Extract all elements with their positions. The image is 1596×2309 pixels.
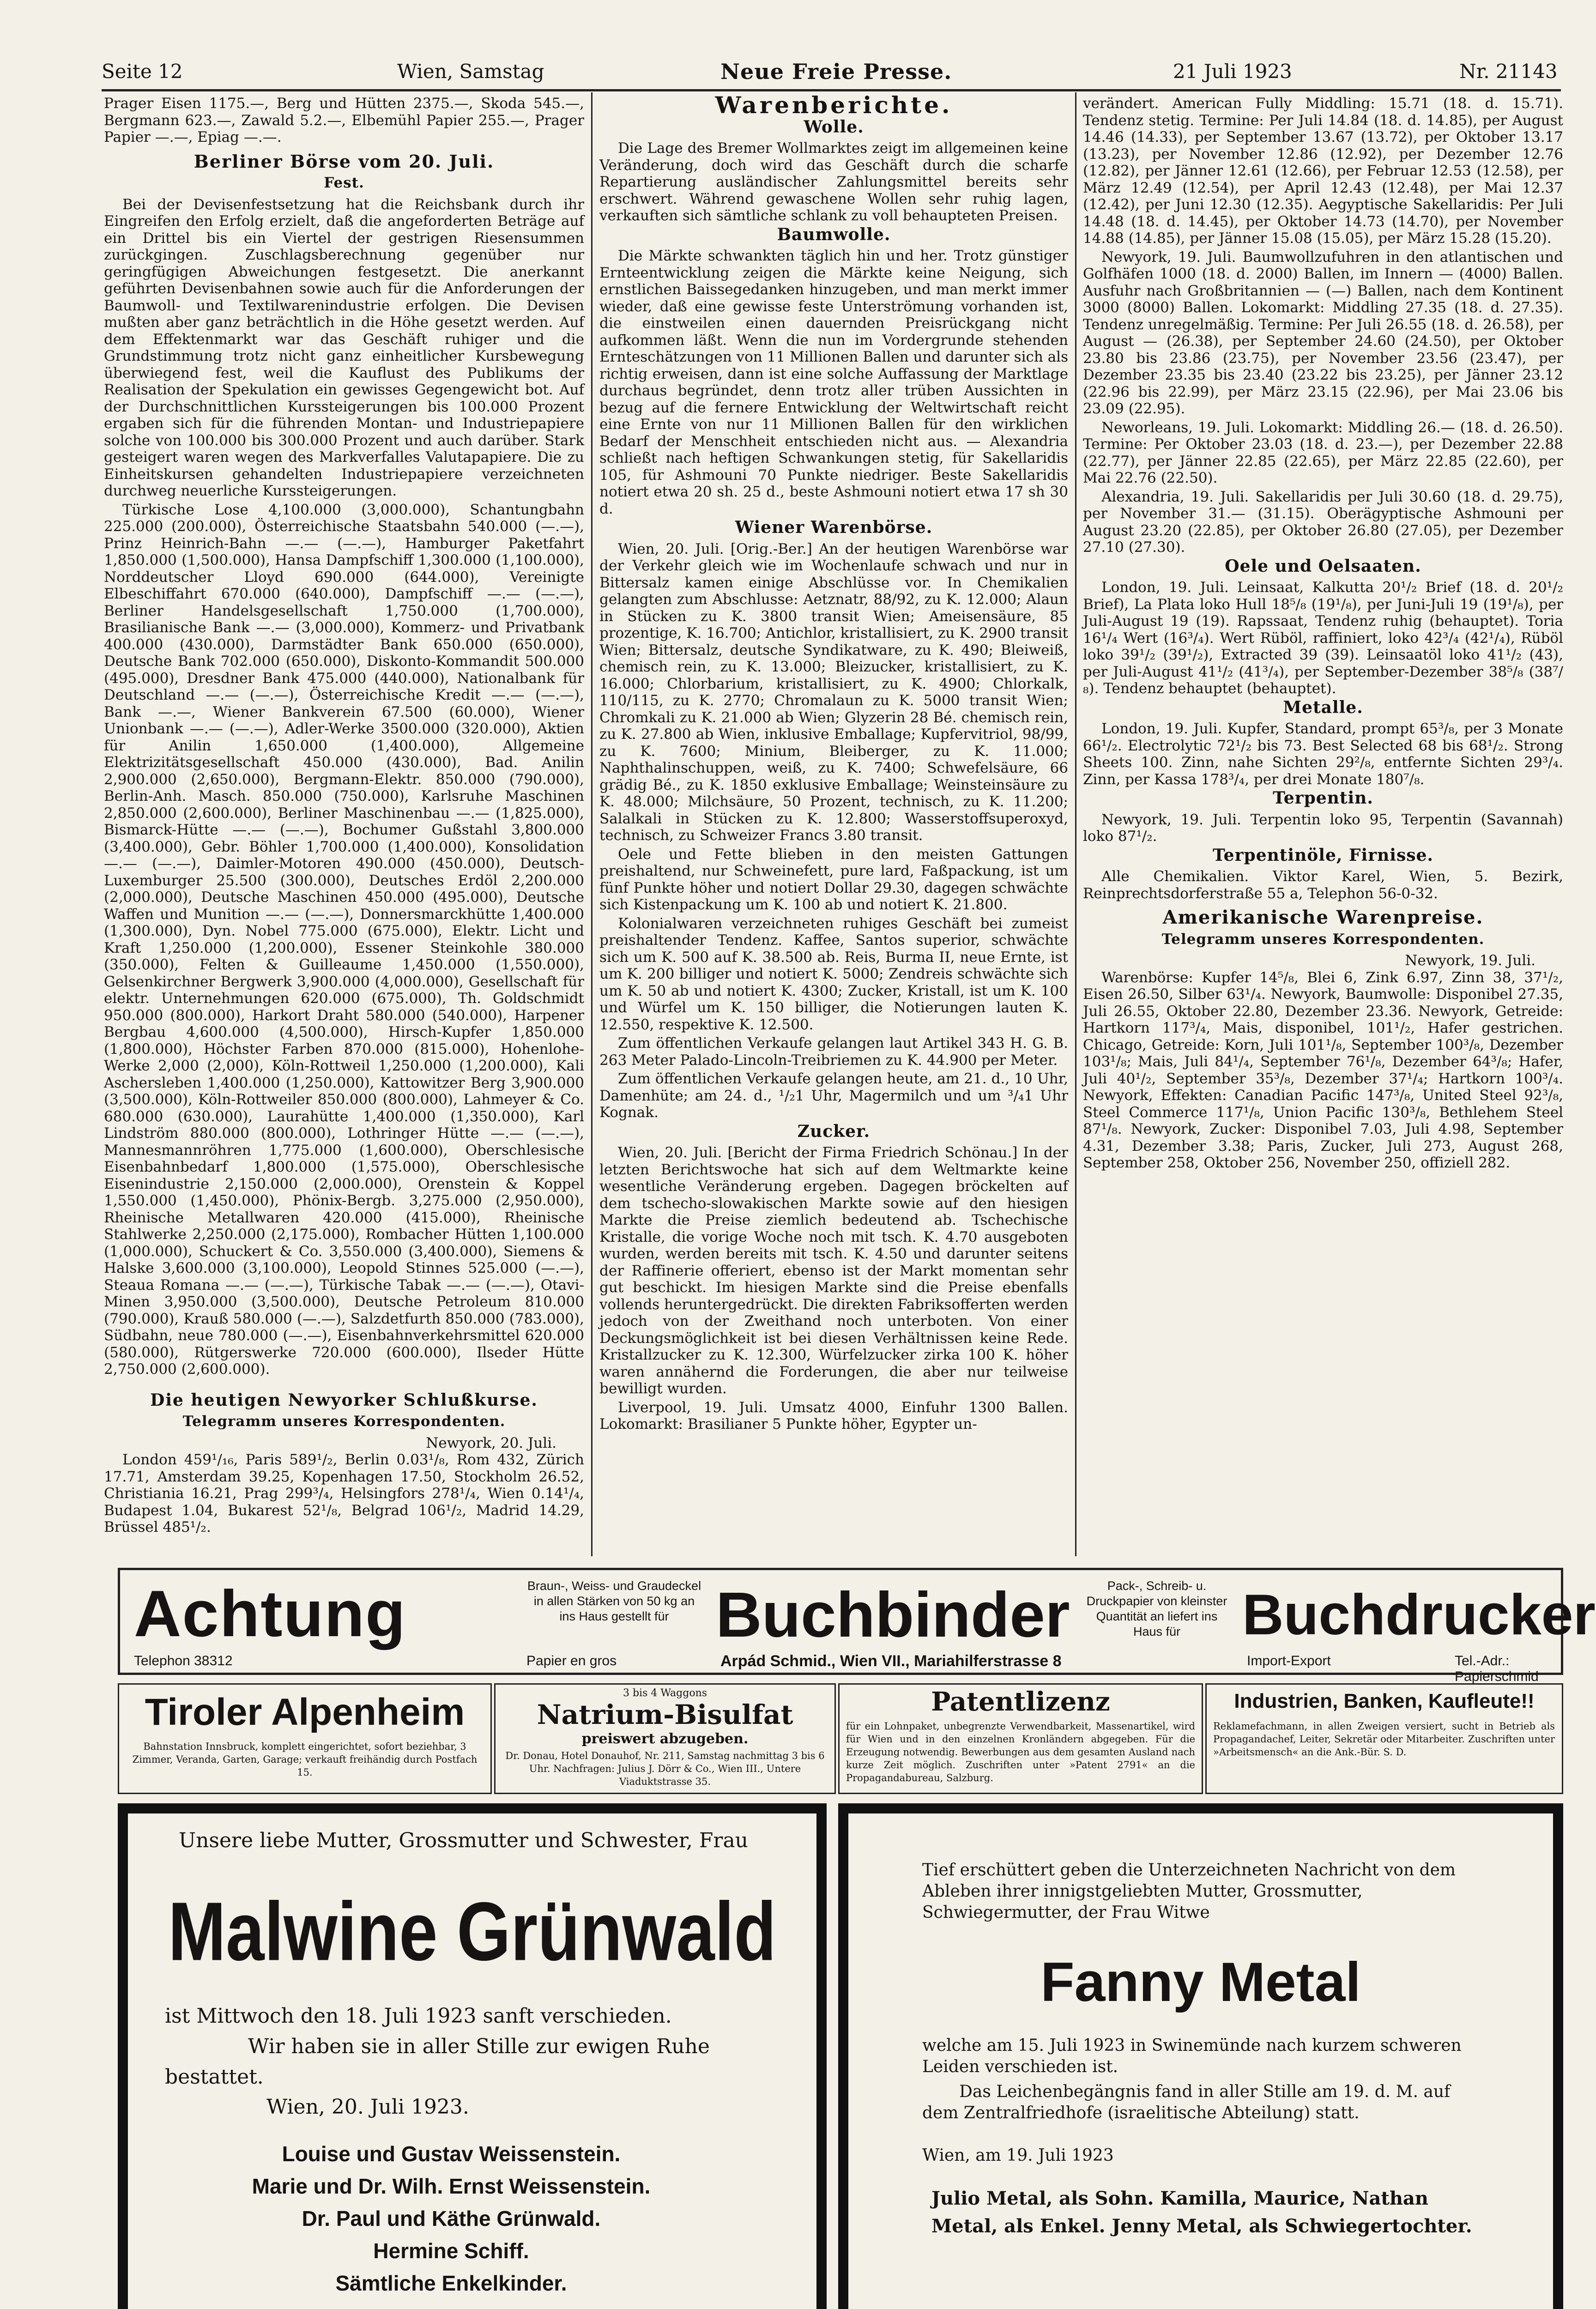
obit1-signer-3: Dr. Paul und Käthe Grünwald. (302, 2206, 601, 2230)
london-oils: London, 19. Juli. Leinsaat, Kalkutta 20¹/₂ Brief (18. d. 20¹/₂ Brief), La Plata loko Hull 18⁵/₈ (19¹/₈), per Juni-Juli 19 (19¹/₈), per Juli-August 19 (19). Rapssaat, Tendenz ruhig (behauptet). Toria 16¹/₄ Wert (16³/₄). Wert Rüböl, raffiniert, loko 42³/₄ (42¹/₄), Rüböl loko 39¹/₂ (39¹/₂), Extracted 39 (39). Leinsaatöl loko 41¹/₂ (43), per Juli-August 41¹/₂ (41³/₄), per September-Dezember 38⁵/₈ (38⁷/₈). Tendenz behauptet (behauptet). (1083, 579, 1563, 697)
tiroler-ad (118, 1683, 492, 1794)
berlin-exchange-title: Berliner Börse vom 20. Juli. (193, 151, 495, 172)
berlin-quotes: Türkische Lose 4,100.000 (3,000.000), Schantungbahn 225.000 (200.000), Österreichische Staatsbahn 540.000 (—.—), Prinz Heinrich-Bahn —.— (—.—), Hamburger Paketfahrt 1,850.000 (1,500.000), Hansa Dampfschiff 1,300.000 (1,100.000), Norddeutscher Lloyd 690.000 (644.000), Vereinigte Elbeschiffahrt 670.000 (640.000), Dampfschiff —.— (—.—), Berliner Handelsgesellschaft 1,750.000 (1,700.000), Brasilianische Bank —.— (3,000.000), Kommerz- und Privatbank 400.000 (430.000), Darmstädter Bank 650.000 (650.000), Deutsche Bank 702.000 (650.000), Diskonto-Kommandit 500.000 (495.000), Dresdner Bank 475.000 (440.000), Nationalbank für Deutschland —.— (—.—), Österreichische Kredit —.— (—.—), Bank —.—, Wiener Bankverein 67.500 (60.000), Wiener Unionbank —.— (—.—), Adler-Werke 3500.000 (320.000), Aktien für Anilin 1,650.000 (1,400.000), Allgemeine Elektrizitätsgesellschaft 450.000 (430.000), Bad. Anilin 2,900.000 (2,650.000), Bergmann-Elektr. 850.000 (790.000), Berlin-Anh. Masch. 850.000 (750.000), Karlsruhe Maschinen 2,850.000 (2,600.000), Berliner Maschinenbau —.— (1,825.000), Bismarck-Hütte —.— (—.—), Bochumer Gußstahl 3,800.000 (3,400.000), Gebr. Böhler 1,700.000 (1,400.000), Konsolidation —.— (—.—), Daimler-Motoren 490.000 (450.000), Deutsch-Luxemburger 25.500 (300.000), Deutsches Erdöl 2,200.000 (2,000.000), Deutsche Maschinen 450.000 (495.000), Deutsche Waffen und Munition —.— (—.—), Donnersmarckhütte 1,400.000 (1,300.000), Dyn. Nobel 775.000 (675.000), Elektr. Licht und Kraft 1,250.000 (1,200.000), Essener Steinkohle 380.000 (350.000), Felten & Guilleaume 1,450.000 (1,550.000), Gelsenkirchner Bergwerk 3,900.000 (4,000.000), Gesellschaft für elektr. Unternehmungen 620.000 (675.000), Th. Goldschmidt 950.000 (800.000), Harkort Draht 580.000 (540.000), Harpener Bergbau 4,600.000 (4,500.000), Hirsch-Kupfer 1,850.000 (1,800.000), Höchster Farben 870.000 (815.000), Hohenlohe-Werke 2,000 (2,000), Köln-Rottweil 1,250.000 (1,200.000), Kali Aschersleben 1,400.000 (1,250.000), Kattowitzer Berg 3,900.000 (3,500.000), Köln-Rottweiler 850.000 (800.000), Lahmeyer & Co. 680.000 (630.000), Laurahütte 1,400.000 (1,350.000), Karl Lindström 880.000 (800.000), Lothringer Hütte —.— (—.—), Mannesmannröhren 1,775.000 (1,600.000), Oberschlesische Eisenbahnbedarf 1,800.000 (1,575.000), Oberschlesische Eisenindustrie 2,150.000 (2,000.000), Orenstein & Koppel 1,550.000 (1,450.000), Phönix-Bergb. 3,275.000 (2,950.000), Rheinische Metallwaren 420.000 (415.000), Rheinische Stahlwerke 2,250.000 (2,175.000), Rombacher Hütten 1,100.000 (1,000.000), Schuckert & Co. 3,550.000 (3,400.000), Siemens & Halske 3,600.000 (3,100.000), Leopold Stinnes 525.000 (—.—), Steaua Romana —.— (—.—), Türkische Tabak —.— (—.—), Otavi-Minen 3,950.000 (3,500.000), Deutsche Petroleum 810.000 (790.000), Krauß 580.000 (—.—), Salzdetfurth 850.000 (783.000), Südbahn, neue 780.000 (—.—), Eisenbahnverkehrsmittel 620.000 (580.000), Rütgerswerke 720.000 (600.000), Ilseder Hütte 2,750.000 (2,600.000). (104, 501, 584, 1378)
column-rule-2 (1075, 92, 1076, 1556)
obit1-passed: ist Mittwoch den 18. Juli 1923 sanft verschieden. (165, 2004, 672, 2028)
obit2-passed: welche am 15. Juli 1923 in Swinemünde nach kurzem schweren Leiden verschieden ist. (922, 2036, 1462, 2076)
ad-buchdrucker: Buchdrucker (1242, 1583, 1596, 1647)
colonial-goods-report: Kolonialwaren verzeichneten ruhiges Geschäft bei zumeist preishaltender Tendenz. Kaffee, Santos superior, schwächte sich um K. 500 auf K. 38.500 ab. Reis, Burma II, neue Ernte, ist um K. 200 billiger und notiert K. 5000; Zendreis schwächte sich um K. 50 ab und notiert K. 4300; Zucker, Kristall, ist um K. 100 und Würfel um K. 150 billiger, die Notierungen lauten K. 12.550, respektive K. 12.500. (599, 915, 1068, 1033)
paper-supplier-ad (118, 1568, 1596, 1684)
turpentine-oils-heading: Terpentinöle, Firnisse. (1213, 845, 1433, 865)
column-2 (599, 91, 1068, 1554)
sugar-report: Wien, 20. Juli. [Bericht der Firma Friedrich Schönau.] In der letzten Berichtswoche hat sich auf dem Weltmarkte keine wesentliche Veränderung ergeben. Dagegen bröckelten auf dem tschecho-slowakischen Markte sowie auf den hiesigen Markte die Preise ziemlich bedeutend ab. Tschechische Kristalle, die vorige Woche noch mit tsch. K. 4.70 ausgeboten wurden, werden bereits mit tsch. K. 4.50 und darunter seitens der Raffinerie offeriert, ebenso ist der Markt momentan sehr gut beschickt. Im hiesigen Markte sind die Preise ebenfalls vollends heruntergedrückt. Die direkten Fabriksofferten werden jedoch von der Zweithand noch unterboten. Von einer Deckungsmöglichkeit ist bei diesen Verhältnissen keine Rede. Kristallzucker zu K. 12.300, Würfelzucker zirka 100 K. höher waren annähernd die Forderungen, die aber nur teilweise bewilligt wurden. (599, 1144, 1068, 1397)
metals-heading: Metalle. (1283, 697, 1363, 717)
neworleans-cotton: Neworleans, 19. Juli. Lokomarkt: Middling 26.— (18. d. 26.50). Termine: Per Oktober 23.03 (18. d. 23.—), per Dezember 22.88 (22.77), per Jänner 22.85 (22.65), per März 22.85 (22.60), per Mai 22.76 (22.50). (1083, 419, 1563, 486)
patent-title: Patentlizenz (931, 1686, 1110, 1717)
alexandria-cotton: Alexandria, 19. Juli. Sakellaridis per Juli 30.60 (18. d. 29.75), per November 31.— (31.15). Oberägyptische Ashmouni per August 23.20 (22.85), per Oktober 26.80 (27.05), per Dezember 27.10 (27.30). (1083, 488, 1563, 556)
industrien-title: Industrien, Banken, Kaufleute!! (1234, 1690, 1535, 1712)
obituary-metal (838, 1803, 1563, 2309)
newspaper-title: Neue Freie Presse. (720, 59, 952, 84)
ad-firm-address: Arpád Schmid., Wien VII., Mariahilferstrasse 8 (720, 1652, 1062, 1670)
liverpool-report: Liverpool, 19. Juli. Umsatz 4000, Einfuhr 1300 Ballen. Lokomarkt: Brasilianer 5 Punkte höher, Egypter un- (599, 1399, 1068, 1433)
ad-en-gros: Papier en gros (526, 1653, 617, 1668)
tiroler-text: Bahnstation Innsbruck, komplett eingerichtet, sofort beziehbar, 3 Zimmer, Veranda, Garten, Garage; verkauft freihändig durch Postfach 15. (132, 1741, 478, 1778)
natrium-ad (494, 1683, 836, 1794)
obituary-gruenwald (118, 1803, 827, 2309)
obit1-signer-5: Sämtliche Enkelkinder. (335, 2271, 567, 2295)
cotton-heading: Baumwolle. (777, 224, 891, 244)
wool-heading: Wolle. (804, 117, 864, 137)
obit2-signers-2: Metal, als Enkel. Jenny Metal, als Schwiegertochter. (931, 2215, 1472, 2237)
american-prices-subtitle: Telegramm unseres Korrespondenten. (1161, 931, 1485, 948)
newyork-turpentine: Newyork, 19. Juli. Terpentin loko 95, Terpentin (Savannah) loko 87¹/₂. (1083, 811, 1563, 845)
column-1 (104, 95, 584, 1554)
ad-achtung-blurb: Braun-, Weiss- und Graudeckel in allen Stärken von 50 kg an ins Haus gestellt für (527, 1579, 701, 1623)
obit1-signer-2: Marie und Dr. Wilh. Ernst Weissenstein. (252, 2174, 651, 2198)
newyork-closing-rates: London 459¹/₁₆, Paris 589¹/₂, Berlin 0.03¹/₈, Rom 432, Zürich 17.71, Amsterdam 39.25, Kopenhagen 17.50, Stockholm 26.52, Christiania 16.21, Prag 299³/₄, Helsingfors 278¹/₄, Wien 0.14¹/₄, Budapest 1.04, Bukarest 52¹/₈, Belgrad 106¹/₂, Madrid 14.29, Brüssel 485¹/₂. (104, 1451, 584, 1535)
patent-ad (838, 1683, 1203, 1794)
public-sale-1: Zum öffentlichen Verkaufe gelangen laut Artikel 343 H. G. B. 263 Meter Palado-Lincoln-Treibriemen zu K. 44.900 per Meter. (599, 1035, 1068, 1069)
column-rule-1 (591, 92, 592, 1556)
oils-seeds-heading: Oele und Oelsaaten. (1225, 556, 1421, 576)
american-prices: Warenbörse: Kupfer 14⁵/₈, Blei 6, Zink 6.97, Zinn 38, 37¹/₂, Eisen 26.50, Silber 63¹/₄. Newyork, Baumwolle: Disponibel 27.35, Juli 26.55, Oktober 22.80, Dezember 23.36. Newyork, Getreide: Hartkorn 117³/₄, Mais, disponibel, 101¹/₂, Hafer gestrichen. Chicago, Getreide: Korn, Juli 101¹/₈, September 100³/₈, Dezember 103¹/₈; Mais, Juli 84¹/₄, September 76¹/₈, Dezember 64³/₈; Hafer, Juli 40¹/₂, September 35³/₈, Dezember 37¹/₄; Hartkorn 100³/₄. Newyork, Effekten: Canadian Pacific 147³/₈, United Steel 92³/₈, Steel Commerce 117¹/₈, Union Pacific 130³/₈, Bethlehem Steel 87¹/₈. Newyork, Zucker: Disponibel 7.03, Juli 4.98, September 4.31, Dezember 3.38; Paris, Zucker, Juli 273, August 268, September 258, Oktober 256, November 250, offiziell 282. (1083, 969, 1563, 1171)
commodity-reports-title: Warenberichte. (715, 91, 953, 119)
newyork-dateline: Newyork, 20. Juli. (426, 1434, 556, 1451)
prague-quotes: Prager Eisen 1175.—, Berg und Hütten 2375.—, Skoda 545.—, Bergmann 623.—, Zawald 5.2.—, Elbemühl Papier 255.—, Prager Papier —.—, Epiag —.—. (104, 95, 584, 145)
turpentine-oils-ad: Alle Chemikalien. Viktor Karel, Wien, 5. Bezirk, Reinprechtsdorferstraße 55 a, Telephon 56-0-32. (1083, 868, 1563, 902)
liverpool-futures: verändert. American Fully Middling: 15.71 (18. d. 15.71). Tendenz stetig. Termine: Per Juli 14.84 (18. d. 14.85), per August 14.46 (14.33), per September 13.67 (13.72), per Oktober 13.17 (13.23), per November 12.86 (12.92), per Dezember 12.76 (12.82), per Jänner 12.61 (12.66), per Februar 12.53 (12.58), per März 12.49 (12.54), per April 12.43 (12.48), per Mai 12.37 (12.42), per Juni 12.30 (12.35). Aegyptische Sakellaridis: Per Juli 14.48 (18. d. 14.45), per Oktober 14.73 (14.70), per November 14.88 (14.85), per Jänner 15.08 (15.05), per März 15.28 (15.20). (1083, 95, 1563, 247)
obit2-name: Fanny Metal (1040, 1951, 1361, 2013)
american-prices-heading: Amerikanische Warenpreise. (1162, 907, 1484, 928)
vienna-exchange-heading: Wiener Warenbörse. (735, 518, 933, 537)
ad-telephone: Telephon 38312 (134, 1653, 233, 1668)
berlin-exchange-subtitle: Fest. (324, 175, 364, 191)
public-sale-2: Zum öffentlichen Verkaufe gelangen heute, am 21. d., 10 Uhr, Damenhüte; am 24. d., ¹/₂1 Uhr, Magermilch und um ³/₄1 Uhr Kognak. (599, 1070, 1068, 1121)
industrien-ad (1205, 1683, 1563, 1794)
sugar-heading: Zucker. (797, 1121, 871, 1141)
obit2-funeral: Das Leichenbegängnis fand in aller Stille am 19. d. M. auf dem Zentralfriedhofe (israelitische Abteilung) statt. (922, 2082, 1451, 2122)
newyork-cotton: Newyork, 19. Juli. Baumwollzufuhren in den atlantischen und Golfhäfen 1000 (18. d. 2000) Ballen, im Innern — (4000) Ballen. Ausfuhr nach Großbritannien — (—) Ballen, nach dem Kontinent 3000 (8000) Ballen. Lokomarkt: Middling 27.35 (18. d. 27.35). Tendenz unregelmäßig. Termine: Per Juli 26.55 (18. d. 26.58), per August — (26.38), per September 24.60 (24.50), per Oktober 23.80 bis 23.86 (23.75), per November 23.56 (23.47), per Dezember 23.35 bis 23.40 (23.22 bis 23.25), per Jänner 23.12 (22.96 bis 22.99), per März 23.15 (22.96), per Mai 23.06 bis 23.09 (22.95). (1083, 248, 1563, 417)
issue-number: Nr. 21143 (1459, 60, 1558, 83)
obit1-signer-1: Louise und Gustav Weissenstein. (282, 2142, 621, 2166)
natrium-quantity: 3 bis 4 Waggons (623, 1687, 707, 1699)
obit2-signers-1: Julio Metal, als Sohn. Kamilla, Maurice, Nathan (931, 2188, 1428, 2209)
column-3 (1083, 95, 1563, 1554)
cotton-report: Die Märkte schwankten täglich hin und her. Trotz günstiger Ernteentwicklung zeigen die Märkte keine Neigung, sich ernstlichen Baissegedanken hinzugeben, und man merkt immer wieder, daß eine gewisse feste Unterströmung vorhanden ist, die einstweilen einen dauernden Preisrückgang nicht aufkommen läßt. Wenn die nun im Vordergrunde stehenden Ernteschätzungen von 11 Millionen Ballen und darunter sich als richtig erweisen, dann ist eine solche Auffassung der Marktlage durchaus begründet, denn trotz aller trüben Aussichten in bezug auf die fernere Entwicklung der Weltwirtschaft reicht eine Ernte von nur 11 Millionen Ballen für den wirklichen Bedarf der Menschheit entschieden nicht aus. — Alexandria schließt nach heftigen Schwankungen stetig, für Sakellaridis 105, für Ashmouni 70 Punkte niedriger. Beste Sakellaridis notiert etwa 20 sh. 25 d., beste Ashmouni notiert etwa 17 sh 30 d. (599, 248, 1068, 517)
place-day: Wien, Samstag (397, 60, 544, 83)
patent-text: für ein Lohnpaket, unbegrenzte Verwendbarkeit, Massenartikel, wird für Wien und in den einzelnen Kronländern abgegeben. Für die Erzeugung notwendig. Bewerbungen aus dem gesamten Ausland nach kurze Zeit möglich. Zuschriften unter »Patent 2791« an die Propagandabureau, Salzburg. (846, 1721, 1195, 1783)
newyork-closing-title: Die heutigen Newyorker Schlußkurse. (150, 1390, 538, 1410)
obit2-intro: Tief erschüttert geben die Unterzeichneten Nachricht von dem Ableben ihrer innigstgeliebten Mutter, Grossmutter, Schwiegermutter, der Frau Witwe (922, 1861, 1456, 1922)
obit2-date: Wien, am 19. Juli 1923 (922, 2146, 1114, 2165)
ad-achtung: Achtung (134, 1577, 406, 1650)
tiroler-title: Tiroler Alpenheim (145, 1691, 465, 1733)
newyork-closing-subtitle: Telegramm unseres Korrespondenten. (182, 1413, 506, 1430)
page-number: Seite 12 (102, 60, 183, 83)
vienna-exchange-report: Wien, 20. Juli. [Orig.-Ber.] An der heutigen Warenbörse war der Verkehr gleich wie im Wochenlaufe schwach und nur in Bittersalz kamen einige Abschlüsse vor. In Chemikalien gelangten zum Abschlusse: Aetznatr, 88/92, zu K. 12.000; Alaun in Stücken zu K. 3800 transit Wien; Ameisensäure, 85 prozentige, K. 16.700; Antichlor, kristallisiert, zu K. 2900 transit Wien; Bittersalz, deutsche Syndikatware, zu K. 490; Bleiweiß, chemisch rein, zu K. 13.000; Bleizucker, kristallisiert, zu K. 16.000; Chlorbarium, kristallisiert, zu K. 4900; Chlorkalk, 110/115, zu K. 2770; Chromalaun zu K. 5000 transit Wien; Chromkali zu K. 21.000 ab Wien; Glyzerin 28 Bé. chemisch rein, zu K. 27.800 ab Wien, inklusive Emballage; Kupfervitriol, 98/99, zu K. 7600; Minium, Bleiberger, zu K. 11.000; Naphthalinschuppen, weiß, zu K. 7400; Schwefelsäure, 66 grädig Bé., zu K. 1850 exklusive Emballage; Weinsteinsäure zu K. 48.000; Milchsäure, 50 Prozent, technisch, zu K. 11.200; Salalkali in Stücken zu K. 12.800; Wasserstoffsuperoxyd, technisch, zu Schweizer Francs 3.80 transit. (599, 540, 1068, 844)
obit1-name: Malwine Grünwald (168, 1885, 776, 1978)
london-metals: London, 19. Juli. Kupfer, Standard, prompt 65³/₈, per 3 Monate 66¹/₂. Electrolytic 72¹/₂ bis 73. Best Selected 68 bis 68¹/₂. Strong Sheets 100. Zinn, nahe Sichten 29²/₈, entfernte Sichten 29³/₄. Zinn, per Kassa 178³/₄, per drei Monate 180⁷/₈. (1083, 720, 1563, 788)
natrium-title: Natrium-Bisulfat (537, 1699, 793, 1730)
berlin-report: Bei der Devisenfestsetzung hat die Reichsbank durch ihr Eingreifen den Erfolg erzielt, daß die angeforderten Beträge auf ein Drittel bis ein Viertel der gestrigen Riesensummen zurückgingen. Zuschlagsberechnung gegenüber nur geringfügigen Abweichungen festgesetzt. Die anerkannt geführten Devisenbahnen sowie auch für die Anforderungen der Baumwoll- und Textilwarenindustrie erfolgen. Die Devisen mußten aber ganz beträchtlich in die Höhe gesetzt werden. Auf dem Effektenmarkt war das Geschäft ruhiger und die Grundstimmung trotz nicht ganz einheitlicher Kursbewegung überwiegend fest, weil die Kauflust des Publikums der Realisation der Spekulation ein gewisses Gegengewicht bot. Auf der Durchschnittlichen Kurssteigerungen bis 100.000 Prozent ergaben sich für die führenden Montan- und Industriepapiere solche von 100.000 bis 300.000 Prozent und auch darüber. Stark gesteigert waren wegen des Markverfalles Valutapapiere. Die zu Einheitskursen gehandelten Industriepapiere verzeichneten durchweg neuerliche Kurssteigerungen. (104, 196, 584, 499)
obit1-date: Wien, 20. Juli 1923. (266, 2095, 469, 2119)
wool-report: Die Lage des Bremer Wollmarktes zeigt im allgemeinen keine Veränderung, doch wird das Geschäft durch die scharfe Repartierung ausländischer Zahlungsmittel bereits sehr erschwert. Während gewaschene Wollen sehr ruhig lagen, verkauften sich sämtliche schlank zu voll behaupteten Preisen. (599, 140, 1068, 224)
obit1-signer-4: Hermine Schiff. (373, 2239, 529, 2263)
obit1-buried: Wir haben sie in aller Stille zur ewigen Ruhe bestattet. (165, 2035, 710, 2089)
issue-date: 21 Juli 1923 (1173, 60, 1292, 83)
industrien-text: Reklamefachmann, in allen Zweigen versiert, sucht in Betrieb als Propagandachef, Leiter, Sekretär oder Mitarbeiter. Zuschriften unter »Arbeitsmensch« an die Ank.-Bür. S. D. (1213, 1721, 1555, 1758)
obit1-intro: Unsere liebe Mutter, Grossmutter und Schwester, Frau (179, 1829, 749, 1852)
ad-buchbinder: Buchbinder (716, 1579, 1070, 1650)
ad-telegram-address: Tel.-Adr.: Papierschmid (1455, 1653, 1539, 1684)
oils-fats-report: Oele und Fette blieben in den meisten Gattungen preishaltend, nur Schweinefett, pure lard, Faßpackung, ist um fünf Punkte höher und notiert Dollar 29.30, dagegen schwächte sich Kistenpackung um K. 100 ab und notiert K. 21.800. (599, 846, 1068, 913)
natrium-subtitle: preiswert abzugeben. (581, 1731, 749, 1747)
ad-import-export: Import-Export (1247, 1653, 1331, 1668)
natrium-text: Dr. Donau, Hotel Donauhof, Nr. 211, Samstag nachmittag 3 bis 6 Uhr. Nachfragen: Julius J. Dörr & Co., Wien III., Untere Viaduktstrasse 35. (505, 1750, 825, 1787)
american-prices-dateline: Newyork, 19. Juli. (1405, 952, 1536, 969)
ad-paper-blurb: Pack-, Schreib- u. Druckpapier von kleinster Quantität an liefert ins Haus für (1086, 1579, 1227, 1638)
turpentine-heading: Terpentin. (1273, 788, 1373, 808)
